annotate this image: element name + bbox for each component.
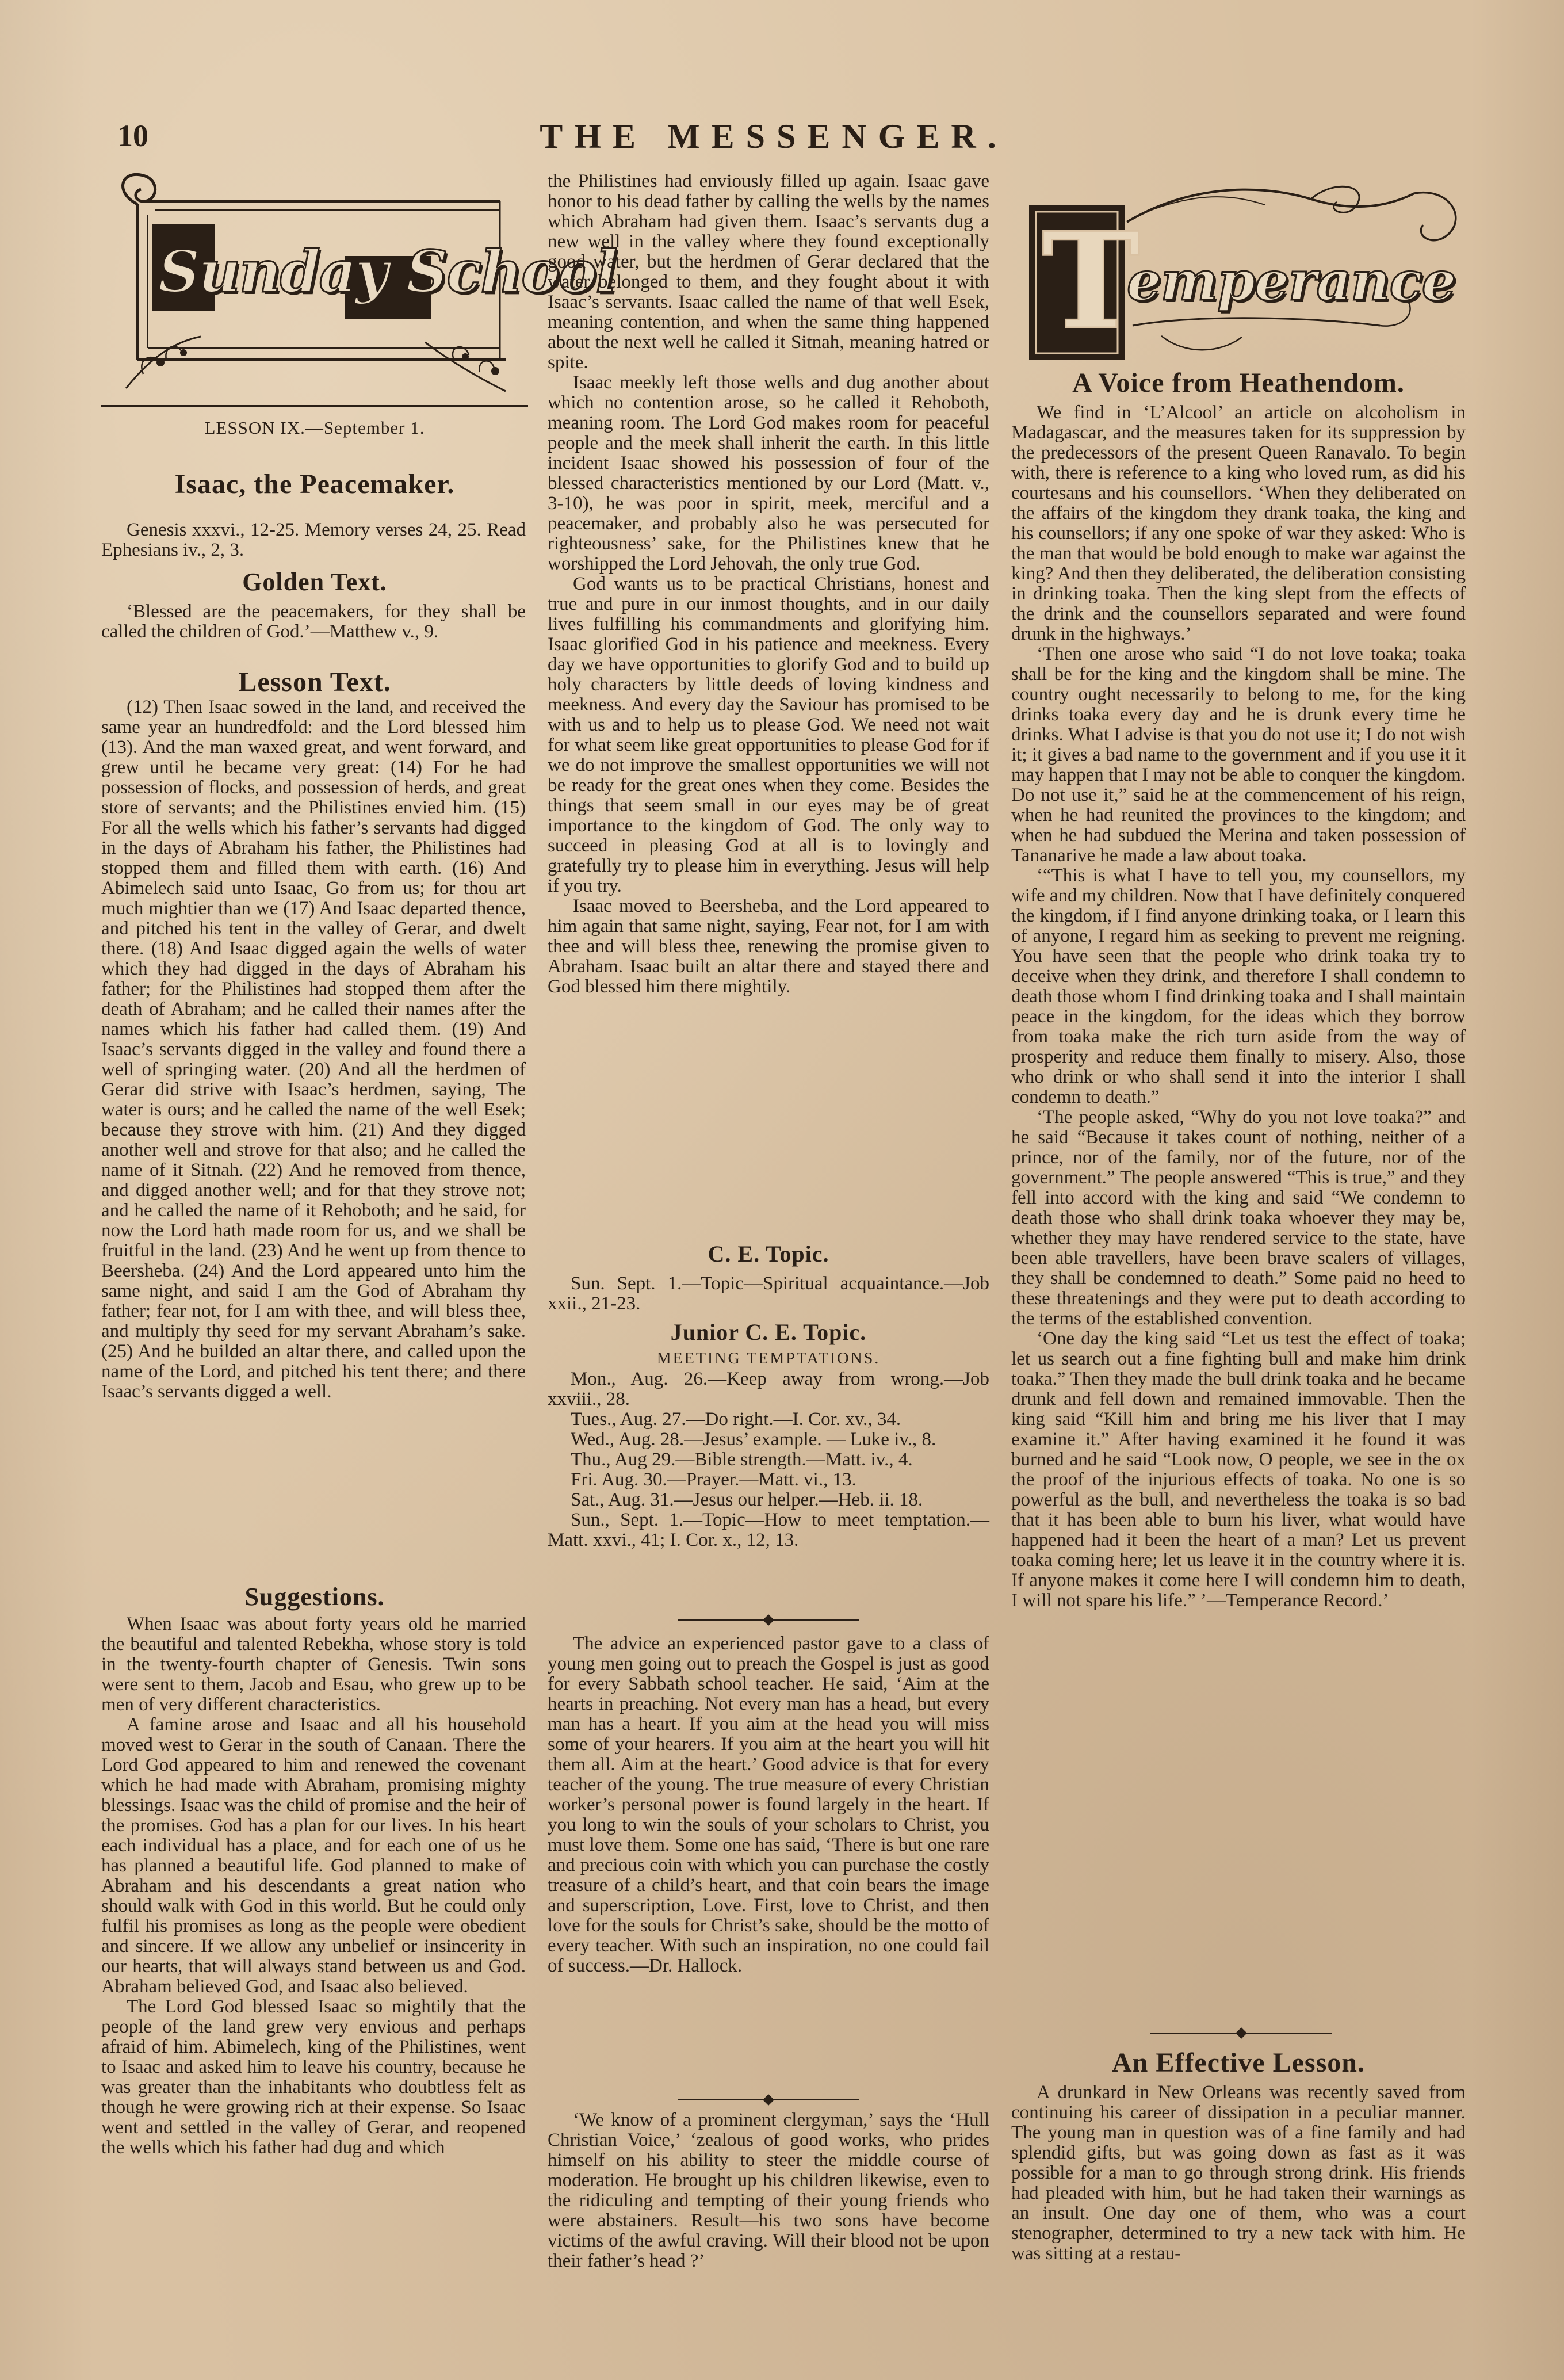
suggestions-paragraph: the Philistines had enviously filled up again. Isaac gave honor to his dead father by calling the wells by the names which Abraham had given them. Isaac’s servants dug a new well in the valley where they found exceptionally good water, but the herdmen of Gerar declared that the water belonged to them, and they fought about it with Isaac’s servants. Isaac called the name of that well Esek, meaning contention, and when the same thing happened about the next well he called it Sitnah, meaning hatred or spite. bbox=[548, 171, 989, 373]
article-paragraph: We find in ‘L’Alcool’ an article on alcoholism in Madagascar, and the measures taken for its suppression by the predecessors of the present Queen Ranavalo. To begin with, there is reference to a king who loved rum, as did his courtesans and his counsellors. ‘When they deliberated on the affairs of the kingdom they drank toaka, the king and his counsellors; if any one spoke of war they asked: Who is the man that would be bold enough to make war against the king? And then they deliberated, the deliberation consisting in drinking toaka. Then the king slept from the effects of the drink and the counsellors separated and were found drunk in the highways.’ bbox=[1011, 402, 1466, 644]
suggestions-heading: Suggestions. bbox=[244, 1583, 385, 1611]
suggestions-paragraph: God wants us to be practical Christians, honest and true and pure in our inmost thoughts, and in our daily lives fulfilling his commandments and glorifying him. Isaac glorified God in his patience and meekness. Every day we have opportunities to glorify God and to build up holy characters by little deeds of loving kindness and meekness. And every day the Saviour has promised to be with us and to help us to please God. We need not wait for what seem like great opportunities to please God for if we do not improve the smallest opportunities we will not be ready for the great ones when they come. Besides the things that seem small in our eyes may be of great importance to the kingdom of God. The only way to succeed in pleasing God at all is to lovingly and gratefully try to please him in everything. Jesus will help if you try. bbox=[548, 574, 989, 896]
lesson-text-heading: Lesson Text. bbox=[238, 667, 391, 697]
junior-ce-topic-heading: Junior C. E. Topic. bbox=[670, 1319, 867, 1345]
golden-text-quote: ‘Blessed are the peacemakers, for they shall be called the children of God.’—Matthew v., 9. bbox=[101, 601, 526, 642]
list-item: Sat., Aug. 31.—Jesus our helper.—Heb. ii. 18. bbox=[571, 1489, 923, 1510]
clergyman-note bbox=[548, 2110, 989, 2271]
suggestions bbox=[101, 1614, 526, 2158]
article-body bbox=[1011, 403, 1466, 1611]
lesson-text-body: (12) Then Isaac sowed in the land, and received the same year an hundredfold: and the Lord blessed him (13). And the man waxed great, and went forward, and grew until he became very great: (14) For he had possession of flocks, and possession of herds, and great store of servants; and the Philistines envied him. (15) For all the wells which his father’s servants had digged in the days of Abraham his father, the Philistines had stopped them and filled them with earth. (16) And Abimelech said unto Isaac, Go from us; for thou art much mightier than we (17) And Isaac departed thence, and pitched his tent in the valley of Gerar, and dwelt there. (18) And Isaac digged again the wells of water which they had digged in the days of Abraham his father; for the Philistines had stopped them after the death of Abraham; and he called their names after the names which his father had called them. (19) And Isaac’s servants digged in the valley and found there a well of springing water. (20) And all the herdmen of Gerar did strive with Isaac’s herdmen, saying, The water is ours; and he called the name of the well Esek; because they strove with him. (21) And they digged another well and strove for that also; and he called the name of it Sitnah. (22) And he removed from thence, and digged another well; and for that they strove not; and he called the name of it Rehoboth; and he said, for now the Lord hath made room for us, and we shall be fruitful in the land. (23) And he went up from thence to Beersheba. (24) And the Lord appeared unto him the same night, and said I am the God of Abraham thy father; fear not, for I am with thee, and will bless thee, and multiply thy seed for my servant Abraham’s sake. (25) And he builded an altar there, and called upon the name of the Lord, and pitched his tent there; and there Isaac’s servants digged a well. bbox=[101, 697, 526, 1402]
second-article-body bbox=[1011, 2083, 1466, 2264]
publication-title: THE MESSENGER. bbox=[540, 117, 1008, 155]
list-item: Fri. Aug. 30.—Prayer.—Matt. vi., 13. bbox=[571, 1469, 856, 1490]
page-number: 10 bbox=[117, 119, 148, 153]
list-item: Thu., Aug 29.—Bible strength.—Matt. iv., 4. bbox=[571, 1449, 913, 1470]
article-paragraph: A drunkard in New Orleans was recently saved from continuing his career of dissipation in a peculiar manner. The young man in question was of a fine family and had splendid gifts, but was going down as fast as it was possible for a man to go through strong drink. His friends had pleaded with him, but he had taken their warnings as an insult. One day one of them, who was a court stenographer, determined to try a new tack with him. He was sitting at a restau- bbox=[1011, 2082, 1466, 2264]
list-item: Tues., Aug. 27.—Do right.—I. Cor. xv., 34. bbox=[571, 1409, 901, 1430]
suggestions-paragraph: Isaac moved to Beersheba, and the Lord appeared to him again that same night, saying, Fear not, for I am with thee and will bless thee, renewing the promise given to Abraham. Isaac built an altar there and stayed there and God blessed him there mightily. bbox=[548, 896, 989, 997]
list-item: Sun., Sept. 1.—Topic—How to meet temptation.—Matt. xxvi., 41; I. Cor. x., 12, 13. bbox=[548, 1510, 989, 1550]
ce-topic-heading: C. E. Topic. bbox=[708, 1241, 829, 1267]
lesson-reference bbox=[101, 520, 526, 560]
sunday-school-banner bbox=[103, 170, 617, 395]
ce-topic bbox=[548, 1274, 989, 1314]
clergyman-note-text: ‘We know of a prominent clergyman,’ says the ‘Hull Christian Voice,’ ‘zealous of good works, who prides himself on his ability to steer the middle course of moderation. He brought up his children likewise, even to the ridiculing and tempting of their young friends who were abstainers. Result—his two sons have become victims of the awful craving. Will their blood not be upon their father’s head ?’ bbox=[548, 2110, 989, 2271]
suggestions-paragraph: Isaac meekly left those wells and dug another about which no contention arose, so he called it Rehoboth, meaning room. The Lord God makes room for peaceful people and the meek shall inherit the earth. In this little incident Isaac showed his possession of four of the blessed characteristics mentioned by our Lord (Matt. v., 3-10), he was poor in spirit, meek, merciful and a peacemaker, and probably also he was persecuted for righteousness’ sake, for the Philistines knew that he worshipped the Lord Jehovah, the only true God. bbox=[548, 372, 989, 574]
article-paragraph: ‘One day the king said “Let us test the effect of toaka; let us search out a fine fighting bull and make him drink toaka.” Then they made the bull drink toaka and he became drunk and fell down and remained immovable. Then the king said “Kill him and bring me his liver that I may examine it.” After having examined it he found it was burned and he said “Look now, O people, we see in the ox the proof of the injurious effects of toaka. No one is so powerful as the bull, and nevertheless the toaka is so bad that it has been able to burn his liver, what would have happened had it been the heart of a man? Let us prevent toaka coming here; let us leave it in the country where it is. If anyone makes it come here I will condemn him to death, I will not spare his life.” ’—Temperance Record.’ bbox=[1011, 1328, 1466, 1611]
suggestions-paragraph: When Isaac was about forty years old he married the beautiful and talented Rebekha, whose story is told in the twenty-fourth chapter of Genesis. Twin sons were sent to them, Jacob and Esau, who grew up to be men of very different characteristics. bbox=[101, 1614, 526, 1715]
golden-text bbox=[101, 602, 526, 642]
article-paragraph: ‘Then one arose who said “I do not love toaka; toaka shall be for the king and the kingdom shall be mine. The country ought necessarily to belong to me, for the king drinks toaka every day and he is drunk every time he drinks. What I advise is that you do not use it; I do not wish it; it gives a bad name to the government and if you use it it may happen that I may not be able to conquer the kingdom. Do not use it,” said he at the commencement of his reign, when he had reunited the provinces to the kingdom; and when he had subdued the Merina and taken possession of Tananarive he made a law about toaka. bbox=[1011, 644, 1466, 866]
sunday-school-banner-title: Sunday School bbox=[158, 238, 617, 305]
lesson-reference-text: Genesis xxxvi., 12-25. Memory verses 24, 25. Read Ephesians iv., 2, 3. bbox=[101, 519, 526, 560]
temperance-banner-initial: T bbox=[1042, 204, 1141, 359]
golden-text-heading: Golden Text. bbox=[242, 568, 387, 596]
suggestions-continued bbox=[548, 171, 989, 997]
junior-ce-topic-list bbox=[548, 1369, 989, 1550]
ornament-divider bbox=[678, 1614, 859, 1626]
temperance-banner-title: emperance bbox=[1127, 250, 1456, 313]
list-item: Mon., Aug. 26.—Keep away from wrong.—Job xxviii., 28. bbox=[548, 1369, 989, 1409]
article-heading: A Voice from Heathendom. bbox=[1072, 368, 1405, 398]
lesson-title: Isaac, the Peacemaker. bbox=[174, 469, 455, 499]
junior-ce-topic-subheading: MEETING TEMPTATIONS. bbox=[656, 1350, 881, 1367]
article-paragraph: ‘The people asked, “Why do you not love toaka?” and he said “Because it takes count of nothing, neither of a prince, nor of the family, nor of the future, nor of the government.” The people answered “This is true,” and they fell into accord with the king and said “We condemn to death those who shall drink toaka whoever they may be, whether they may have rendered service to the state, have been able travellers, have been brave scalers of villages, they shall be condemned to death.” Some paid no heed to these threatenings and they were put to death according to the terms of the established convention. bbox=[1011, 1107, 1466, 1329]
lesson-label: LESSON IX.—September 1. bbox=[204, 418, 425, 438]
list-item: Wed., Aug. 28.—Jesus’ example. — Luke iv., 8. bbox=[571, 1429, 936, 1450]
lesson-text bbox=[101, 697, 526, 1402]
ornament-divider bbox=[678, 2094, 859, 2106]
article-paragraph: ‘“This is what I have to tell you, my counsellors, my wife and my children. Now that I have definitely conquered the kingdom, if I find anyone drinking toaka, or I learn this of anyone, I regard him as seeking to prevent me reigning. You have seen that the people who drink toaka try to deceive when they drink, and therefore I shall condemn to death those whom I find drinking toaka and I shall maintain peace in the kingdom, for the ideas which they borrow from toaka make the rich turn aside from the way of prosperity and reduce them finally to misery. Also, those who drink or who shall send it into the interior I shall condemn to death.” bbox=[1011, 865, 1466, 1107]
suggestions-paragraph: A famine arose and Isaac and all his household moved west to Gerar in the south of Canaan. There the Lord God appeared to him and renewed the covenant which he had made with Abraham, promising mighty blessings. Isaac was the child of promise and the heir of the promises. God has a plan for our lives. In his heart each individual has a place, and for each one of us he has planned a beautiful life. God planned to make of Abraham and his descendants a great nation who should walk with God in this world. But he could only fulfil his promises as long as the people were obedient and sincere. If we allow any unbelief or insincerity in our hearts, that will always stand between us and God. Abraham believed God, and Isaac also believed. bbox=[101, 1714, 526, 1997]
temperance-banner bbox=[1012, 182, 1464, 372]
pastor-advice-text: The advice an experienced pastor gave to a class of young men going out to preach the Gospel is just as good for every Sabbath school teacher. He said, ‘Aim at the hearts in preaching. Not every man has a head, but every man has a heart. If you aim at the head you will miss some of your hearers. If you aim at the heart you will hit them all. Aim at the heart.’ Good advice is that for every teacher of the young. The true measure of every Christian worker’s personal power is found largely in the heart. If you long to win the souls of your scholars to Christ, you must love them. Some one has said, ‘There is but one rare and precious coin with which you can purchase the costly treasure of a child’s heart, and that coin bears the image and superscription, Love. First, love to Christ, and then love for the souls for Christ’s sake, should be the motto of every teacher. With such an inspiration, no one could fail of success.—Dr. Hallock. bbox=[548, 1633, 989, 1976]
section-rule bbox=[101, 405, 528, 411]
ce-topic-entry: Sun. Sept. 1.—Topic—Spiritual acquaintance.—Job xxii., 21-23. bbox=[548, 1273, 989, 1314]
second-article-heading: An Effective Lesson. bbox=[1112, 2047, 1365, 2078]
suggestions-paragraph: The Lord God blessed Isaac so mightily that the people of the land grew very envious and perhaps afraid of him. Abimelech, king of the Philistines, went to Isaac and asked him to leave his country, because he was greater than the inhabitants who doubtless felt as though he were growing rich at their expense. So Isaac went and settled in the valley of Gerar, and reopened the wells which his father had dug and which bbox=[101, 1996, 526, 2158]
pastor-advice bbox=[548, 1634, 989, 1976]
ornament-divider bbox=[1150, 2027, 1332, 2039]
